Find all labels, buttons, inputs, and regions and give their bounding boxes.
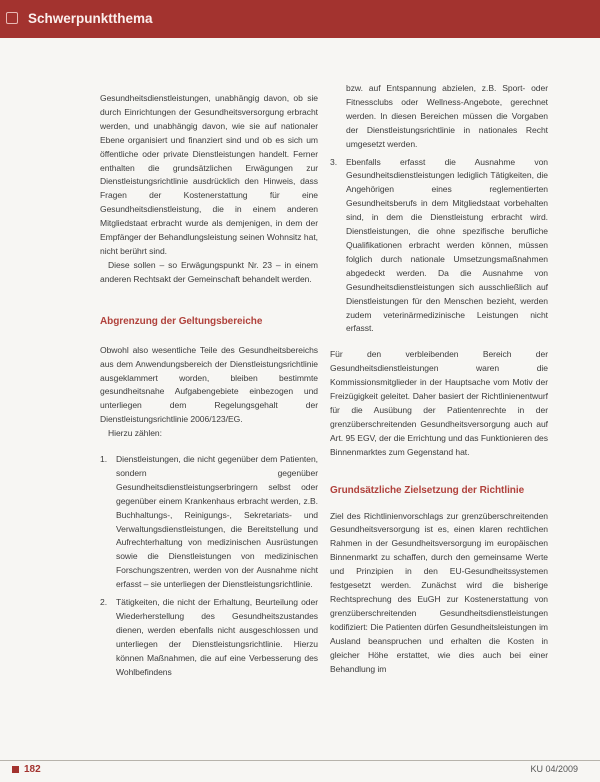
page-number: 182 xyxy=(24,764,41,775)
issue-label: KU 04/2009 xyxy=(530,764,578,774)
section-header-bar xyxy=(0,0,600,38)
paragraph: Ziel des Richtlinienvorschlags zur grenzüberschreitenden Gesundheitsversorgung ist es, einen klaren rechtlichen Rahmen in der Gesundheitsversorgung im europäischen Binnenmarkt zu schaffen, durch den gemeinsame Werte und Prinzipien in den EU-Gesundheitssystemen festgesetzt werden. Zunächst wird die bisherige Rechtsprechung des EuGH zur Kostenerstattung von grenzüberschreitenden Gesundheitsdienstleistungen kodifiziert: Die Patienten dürfen Gesundheitsleistungen im Ausland beanspruchen und erhalten die Kosten in gleicher Höhe erstattet, wie dies auch bei einer Behandlung im xyxy=(330,510,548,674)
paragraph: Diese sollen – so Erwägungspunkt Nr. 23 – in einem anderen Rechtsakt der Gemeinschaft behandelt werden. xyxy=(100,259,318,284)
paragraph: Hierzu zählen: xyxy=(108,428,162,439)
list-text: bzw. auf Entspannung abzielen, z.B. Sport- oder Fitnessclubs oder Wellness-Angebote, gerechnet werden. In diesen Bereichen müssen die Vorgaben der Dienstleistungsrichtlinie in nationales Recht umgesetzt werden. xyxy=(346,83,548,149)
list-item xyxy=(100,453,318,592)
footer-rule xyxy=(0,760,600,761)
numbered-list xyxy=(100,453,318,680)
section-title: Schwerpunktthema xyxy=(28,11,153,26)
section-marker-icon xyxy=(6,12,18,24)
list-text: Ebenfalls erfasst die Ausnahme von Gesundheitsdienstleistungen lediglich Tätigkeiten, die Angehörigen eines reglementierten Gesundheitsberufs in dem Mitgliedstaat vorbehalten sind, in dem die Dienstleistung erbracht wird. Dienstleistungen, die ohne spezifische berufliche Qualifikationen erbracht werden können, müssen folglich durch nationale Umsetzungsmaßnahmen abgedeckt werden. Da die Ausnahme von Gesundheitsdienstleistungen sich ausschließlich auf Dienstleistungen für den Menschen bezieht, werden zudem veterinärmedizinische Leistungen nicht erfasst. xyxy=(346,156,548,334)
section-heading: Abgrenzung der Geltungsbereiche xyxy=(100,315,263,327)
list-number: 1. xyxy=(100,454,108,465)
paragraph: Obwohl also wesentliche Teile des Gesundheitsbereichs aus dem Anwendungsbereich der Dienstleistungsrichtlinie ausgeklammert worden, bleiben bestimmte gesundheitsnahe Aufgabengebiete einbezogen und unterliegen dem Regelungsgehalt der Dienstleistungsrichtlinie 2006/123/EG. xyxy=(100,344,318,425)
list-text: Tätigkeiten, die nicht der Erhaltung, Beurteilung oder Wiederherstellung des Gesundheitszustandes dienen, werden ebenfalls nicht ausgeschlossen und unterliegen der Dienstleistungsrichtlinie. Hierzu können Maßnahmen, die auf eine Verbesserung des Wohlbefindens xyxy=(116,597,318,677)
right-text-column xyxy=(330,82,548,676)
list-text: Dienstleistungen, die nicht gegenüber dem Patienten, sondern gegenüber Gesundheitsdienstleistungserbringern selbst oder gegenüber einem Krankenhaus erbracht werden, z.B. Buchhaltungs-, Reinigungs-, Sekretariats- und Verwaltungsdienstleistungen, die Bereitstellung und Aufrechterhaltung von medizinischen Ausrüstungen sowie die Dienstleistungen von medizinischen Forschungszentren, werden von der Ausnahme nicht erfasst – sie unterliegen der Dienstleistungsrichtlinie. xyxy=(116,454,318,590)
list-number: 2. xyxy=(100,597,108,608)
list-item xyxy=(100,596,318,679)
list-number: 3. xyxy=(330,156,338,167)
list-item-continued xyxy=(330,82,548,152)
paragraph: Für den verbleibenden Bereich der Gesundheitsdienstleistungen waren die Kommissionsmitglieder in der Hauptsache vom Motiv der Freizügigkeit geleitet. Daher basiert der Richtlinienentwurf für die Ausübung der Patientenrechte in der grenzüberschreitenden Gesundheitsversorgung auch auf Art. 95 EGV, der die Errichtung und das Funktionieren des Binnenmarktes zum Gegenstand hat. xyxy=(330,349,548,457)
left-text-column xyxy=(100,92,318,680)
numbered-list xyxy=(330,82,548,336)
page-marker-icon xyxy=(12,766,19,773)
list-item xyxy=(330,156,548,337)
section-heading: Grundsätzliche Zielsetzung der Richtlinie xyxy=(330,484,525,496)
intro-paragraph: Gesundheitsdienstleistungen, unabhängig davon, ob sie durch Einrichtungen der Gesundheitsversorgung erbracht werden, und unabhängig davon, wie sie auf nationaler Ebene organisiert und finanziert sind und ob es sich um öffentliche oder private Dienstleistungen handelt. Ferner enthalten die grundsätzlichen Erwägungen zur Dienstleistungsrichtlinie ausdrücklich den Hinweis, dass Fragen der Kostenerstattung für eine Gesundheitsdienstleistung, die in einem anderen Mitgliedstaat erbracht wurde als demjenigen, in dem der Empfänger der Behandlungsleistung seinen Wohnsitz hat, nicht berührt sind. xyxy=(100,93,318,256)
